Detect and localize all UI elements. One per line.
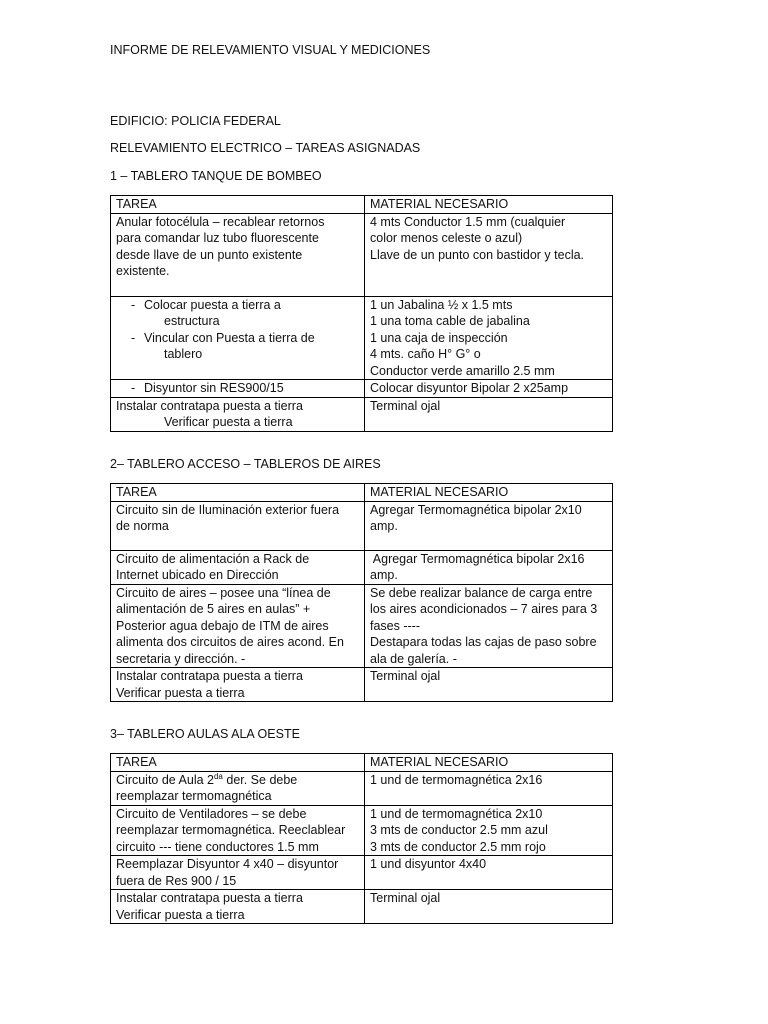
- table-row: [111, 213, 613, 296]
- material-cell: [365, 890, 613, 924]
- column-header-material: MATERIAL NECESARIO: [365, 484, 613, 502]
- task-line: [116, 772, 359, 789]
- task-line: Reemplazar Disyuntor 4 x40 – disyuntor: [116, 857, 339, 871]
- task-line: tablero: [164, 347, 203, 361]
- task-line: Instalar contratapa puesta a tierra: [116, 669, 303, 683]
- task-line: alimentación de 5 aires en aulas” +: [116, 602, 311, 616]
- table-row: [111, 296, 613, 380]
- building-name: EDIFICIO: POLICIA FEDERAL: [110, 114, 281, 128]
- material-line: 1 una caja de inspección: [370, 330, 508, 345]
- task-bullet-item: [116, 330, 359, 347]
- material-line: Terminal ojal: [370, 669, 441, 683]
- material-line: Colocar disyuntor Bipolar 2 x25amp: [370, 381, 569, 395]
- task-line: circuito --- tiene conductores 1.5 mm: [116, 839, 319, 854]
- material-line: Agregar Termomagnética bipolar 2x16: [370, 551, 585, 566]
- task-cell: [111, 296, 365, 380]
- report-title: INFORME DE RELEVAMIENTO VISUAL Y MEDICIONES: [110, 43, 431, 57]
- table-row: [111, 397, 613, 431]
- material-line: 1 una toma cable de jabalina: [370, 314, 530, 328]
- material-cell: [365, 213, 613, 296]
- task-line: reemplazar termomagnética. Reeclablear: [116, 823, 346, 837]
- task-cell: [111, 890, 365, 924]
- material-cell: [365, 668, 613, 702]
- task-cell: [111, 771, 365, 805]
- task-line: Verificar puesta a tierra: [164, 415, 293, 429]
- material-cell: [365, 380, 613, 398]
- task-line: Posterior agua debajo de ITM de aires: [116, 618, 329, 633]
- section-3-heading: 3– TABLERO AULAS ALA OESTE: [110, 727, 300, 741]
- material-line: fases ----: [370, 618, 420, 633]
- table-header-row: [111, 754, 613, 772]
- task-cell: [111, 501, 365, 550]
- task-line: secretaria y dirección. -: [116, 651, 246, 666]
- material-cell: [365, 584, 613, 668]
- task-bullet-item: [116, 297, 359, 314]
- table-row: [111, 890, 613, 924]
- task-cell: [111, 213, 365, 296]
- task-line: reemplazar termomagnética: [116, 789, 272, 803]
- task-line: Internet ubicado en Dirección: [116, 568, 279, 582]
- table-row: [111, 501, 613, 550]
- task-line: para comandar luz tubo fluorescente: [116, 231, 319, 245]
- task-line: alimenta dos circuitos de aires acond. En: [116, 635, 344, 649]
- material-cell: [365, 856, 613, 890]
- table-row: [111, 856, 613, 890]
- section-1-heading: 1 – TABLERO TANQUE DE BOMBEO: [110, 169, 322, 183]
- table-header-row: [111, 484, 613, 502]
- material-cell: [365, 771, 613, 805]
- material-line: 3 mts de conductor 2.5 mm rojo: [370, 839, 546, 854]
- dash-bullet: -: [131, 330, 136, 345]
- material-line: Destapara todas las cajas de paso sobre: [370, 635, 597, 649]
- dash-bullet: -: [131, 381, 136, 395]
- material-line: los aires acondicionados – 7 aires para 3: [370, 602, 598, 616]
- task-line: Circuito de aires – posee una “línea de: [116, 585, 331, 600]
- material-line: amp.: [370, 568, 398, 582]
- task-line: Instalar contratapa puesta a tierra: [116, 398, 303, 413]
- task-line: Disyuntor sin RES900/15: [144, 381, 284, 395]
- material-cell: [365, 397, 613, 431]
- task-line: Circuito de Ventiladores – se debe: [116, 806, 307, 821]
- task-text: Circuito de Aula 2: [116, 772, 214, 787]
- material-line: Terminal ojal: [370, 398, 441, 413]
- task-line: Circuito sin de Iluminación exterior fuera: [116, 502, 340, 517]
- table-row: [111, 584, 613, 668]
- section-2-table: [110, 483, 613, 702]
- material-cell: [365, 550, 613, 584]
- survey-title: RELEVAMIENTO ELECTRICO – TAREAS ASIGNADAS: [110, 141, 421, 155]
- table-row: [111, 380, 613, 398]
- material-cell: [365, 501, 613, 550]
- table-row: [111, 550, 613, 584]
- task-line: Anular fotocélula – recablear retornos: [116, 214, 325, 229]
- material-line: ala de galería. -: [370, 651, 457, 666]
- task-cell: [111, 550, 365, 584]
- section-1-table: [110, 195, 613, 432]
- table-header-row: [111, 196, 613, 214]
- table-row: [111, 668, 613, 702]
- task-line: desde llave de un punto existente: [116, 247, 303, 262]
- column-header-task: TAREA: [111, 754, 365, 772]
- material-line: Terminal ojal: [370, 891, 441, 905]
- task-line: Circuito de alimentación a Rack de: [116, 551, 310, 566]
- dash-bullet: -: [131, 297, 136, 312]
- material-line: Conductor verde amarillo 2.5 mm: [370, 363, 555, 378]
- material-line: 4 mts Conductor 1.5 mm (cualquier: [370, 214, 566, 229]
- task-cell: [111, 805, 365, 856]
- task-cell: [111, 380, 365, 398]
- task-line: Vincular con Puesta a tierra de: [144, 330, 315, 345]
- material-line: Agregar Termomagnética bipolar 2x10: [370, 502, 582, 517]
- task-cell: [111, 668, 365, 702]
- column-header-material: MATERIAL NECESARIO: [365, 196, 613, 214]
- material-cell: [365, 296, 613, 380]
- table-row: [111, 771, 613, 805]
- task-bullet-item: [116, 380, 359, 397]
- table-row: [111, 805, 613, 856]
- column-header-task: TAREA: [111, 196, 365, 214]
- material-line: 4 mts. caño H° G° o: [370, 347, 481, 361]
- material-line: 1 und de termomagnética 2x10: [370, 806, 543, 821]
- material-line: 3 mts de conductor 2.5 mm azul: [370, 823, 548, 837]
- task-text: der. Se debe: [222, 772, 298, 787]
- column-header-material: MATERIAL NECESARIO: [365, 754, 613, 772]
- material-line: color menos celeste o azul): [370, 231, 523, 245]
- material-cell: [365, 805, 613, 856]
- section-2-heading: 2– TABLERO ACCESO – TABLEROS DE AIRES: [110, 457, 381, 471]
- material-line: 1 und de termomagnética 2x16: [370, 772, 543, 787]
- task-line: Verificar puesta a tierra: [116, 907, 245, 922]
- task-line: fuera de Res 900 / 15: [116, 873, 237, 888]
- section-3-table: [110, 753, 613, 924]
- task-cell: [111, 584, 365, 668]
- material-line: 1 und disyuntor 4x40: [370, 857, 487, 871]
- column-header-task: TAREA: [111, 484, 365, 502]
- material-line: Se debe realizar balance de carga entre: [370, 585, 593, 600]
- material-line: Llave de un punto con bastidor y tecla.: [370, 247, 585, 262]
- task-cell: [111, 397, 365, 431]
- task-line: Instalar contratapa puesta a tierra: [116, 891, 303, 905]
- task-line: de norma: [116, 519, 169, 533]
- material-line: amp.: [370, 519, 398, 533]
- task-line: existente.: [116, 264, 170, 278]
- task-cell: [111, 856, 365, 890]
- task-line: Colocar puesta a tierra a: [144, 297, 281, 312]
- task-line: Verificar puesta a tierra: [116, 685, 245, 700]
- task-line: estructura: [164, 314, 220, 328]
- ordinal-superscript: da: [213, 771, 223, 781]
- material-line: 1 un Jabalina ½ x 1.5 mts: [370, 297, 513, 312]
